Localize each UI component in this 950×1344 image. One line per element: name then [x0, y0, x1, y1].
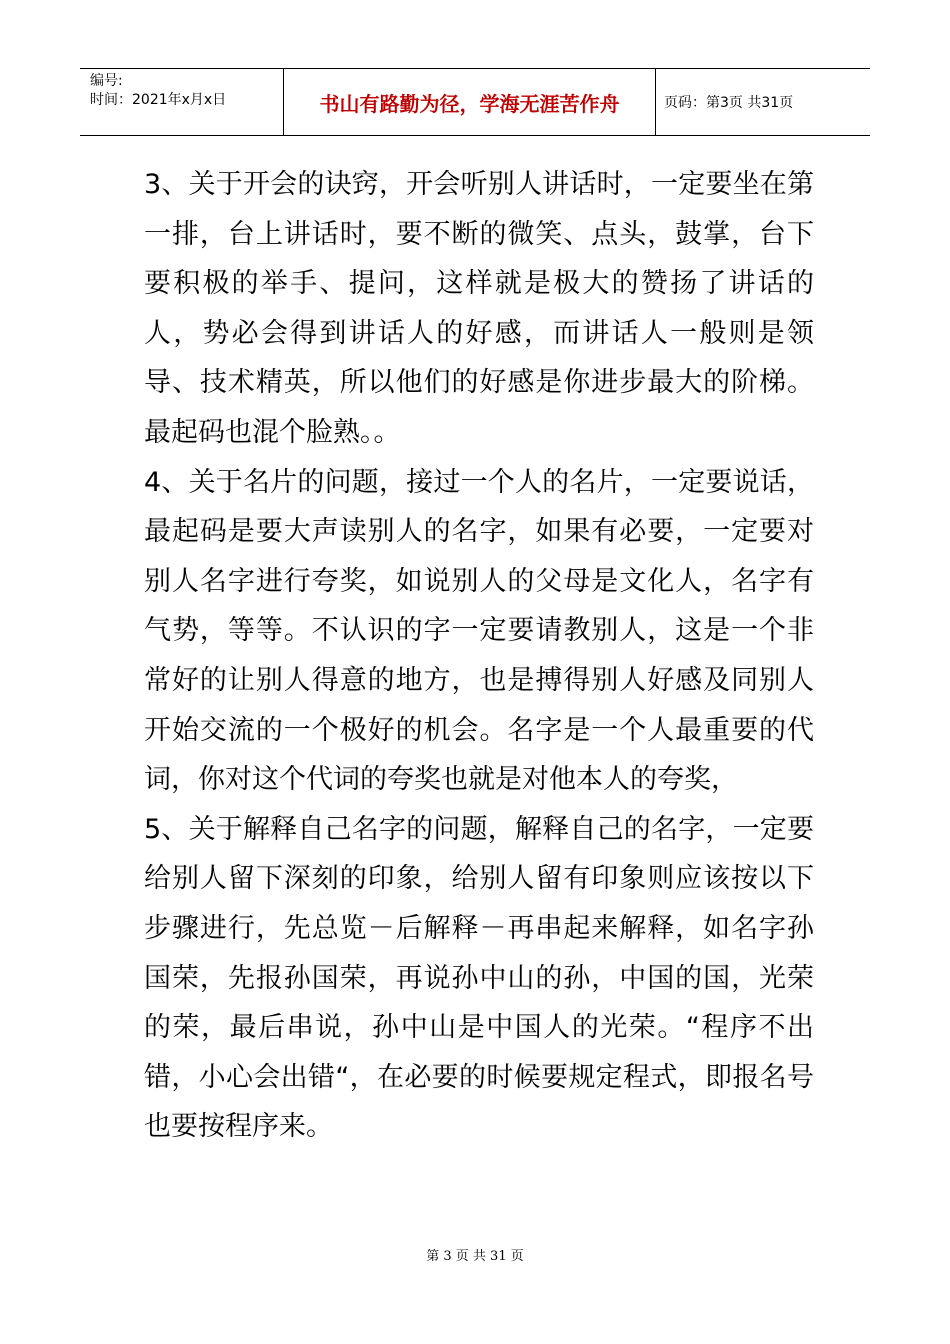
header-page-info: 页码：第3页 共31页 [664, 95, 794, 111]
paragraph-4: 4、关于名片的问题，接过一个人的名片，一定要说话，最起码是要大声读别人的名字，如果有必要，一定要对别人名字进行夸奖，如说别人的父母是文化人，名字有气势，等等。不认识的字一定要请教别人，这是一个非常好的让别人得意的地方，也是搏得别人好感及同别人开始交流的一个极好的机会。名字是一个人最重要的代词，你对这个代词的夸奖也就是对他本人的夸奖， [144, 466, 814, 796]
document-body [144, 160, 814, 1152]
header-meta [80, 69, 283, 135]
page-footer: 第 3 页 共 31 页 [426, 1249, 524, 1264]
header-motto: 书山有路勤为径，学海无涯苦作舟 [283, 69, 656, 135]
paragraph-3: 3、关于开会的诀窍，开会听别人讲话时，一定要坐在第一排，台上讲话时，要不断的微笑、点头，鼓掌，台下要积极的举手、提问，这样就是极大的赞扬了讲话的人，势必会得到讲话人的好感，而讲话人一般则是领导、技术精英，所以他们的好感是你进步最大的阶梯。最起码也混个脸熟。。 [144, 169, 814, 448]
paragraph-5: 5、关于解释自己名字的问题，解释自己的名字，一定要给别人留下深刻的印象，给别人留有印象则应该按以下步骤进行，先总览－后解释－再串起来解释，如名字孙国荣，先报孙国荣，再说孙中山的孙，中国的国，光荣的荣，最后串说，孙中山是中国人的光荣。“程序不出错，小心会出错“，在必要的时候要规定程式，即报名号也要按程序来。 [144, 813, 814, 1143]
document-time-label: 时间：2021年x月x日 [90, 92, 227, 108]
document-number-label: 编号: [90, 73, 123, 89]
document-header [80, 68, 870, 136]
